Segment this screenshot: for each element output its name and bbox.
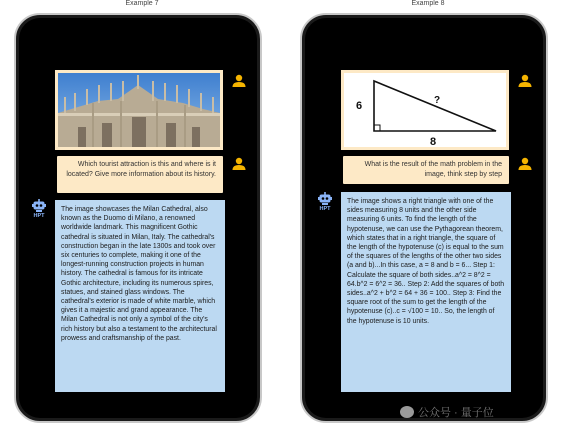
side-label-left: 6 [356,100,363,112]
example-7-label: Example 7 [125,0,159,7]
user-avatar-icon [231,74,247,88]
phone-mockup-left [14,13,262,423]
bot-avatar [315,192,335,216]
bot-label: HPT [33,213,45,219]
right-triangle-image [344,73,506,147]
image-message [341,70,509,150]
user-avatar-icon [231,157,247,171]
hypotenuse-label: ? [434,95,441,106]
image-message [55,70,223,150]
user-question-bubble: Which tourist attraction is this and where is it located? Give more information about its history. [57,156,223,193]
bot-answer-bubble: The image showcases the Milan Cathedral, also known as the Duomo di Milano, a renowned worldwide landmark. This magnificent Gothic cathedral is situated in Milan, Italy. The cathedral's construction began in the late 1300s and took over six centuries to complete, making it one of the longest-running construction projects in human history. The cathedral is famous for its intricate Gothic architecture, including its numerous spires, statues, and stained glass windows. The cathedral's exterior is made of white marble, which gives it a majestic and grand appearance. The Milan Cathedral is not only a symbol of the city's rich history but also a testament to the architectural prowess and craftsmanship of the past. [55,200,225,392]
bot-label: HPT [319,206,331,212]
milan-cathedral-image [58,73,220,147]
side-label-bottom: 8 [430,136,437,147]
robot-icon [32,199,46,212]
watermark-text: 公众号 · 量子位 [418,407,494,419]
phone-mockup-right [300,13,548,423]
robot-icon [318,192,332,205]
watermark [400,404,494,420]
example-8-label: Example 8 [411,0,445,7]
user-question-bubble: What is the result of the math problem in the image, think step by step [343,156,509,184]
bot-answer-bubble: The image shows a right triangle with one of the sides measuring 8 units and the other side measuring 6 units. To find the length of the hypotenuse, we can use the Pythagorean theorem, which states that in a right triangle, the square of the length of the hypotenuse (c) is equal to the sum of the squares of the lengths of the other two sides (a and b)...In this case, a = 8 and b = 6... Step 1: Calculate the square of both sides..a^2 = 8^2 = 64.b^2 = 6^2 = 36.. Step 2: Add the squares of both sides..a^2 + b^2 = 64 + 36 = 100.. Step 3: Find the square root of the sum to get the length of the hypotenuse (c)..c = √100 = 10.. So, the length of the hypotenuse is 10 units. [341,192,511,392]
wechat-icon [400,406,414,418]
user-avatar-icon [517,157,533,171]
user-avatar-icon [517,74,533,88]
bot-avatar [29,199,49,223]
